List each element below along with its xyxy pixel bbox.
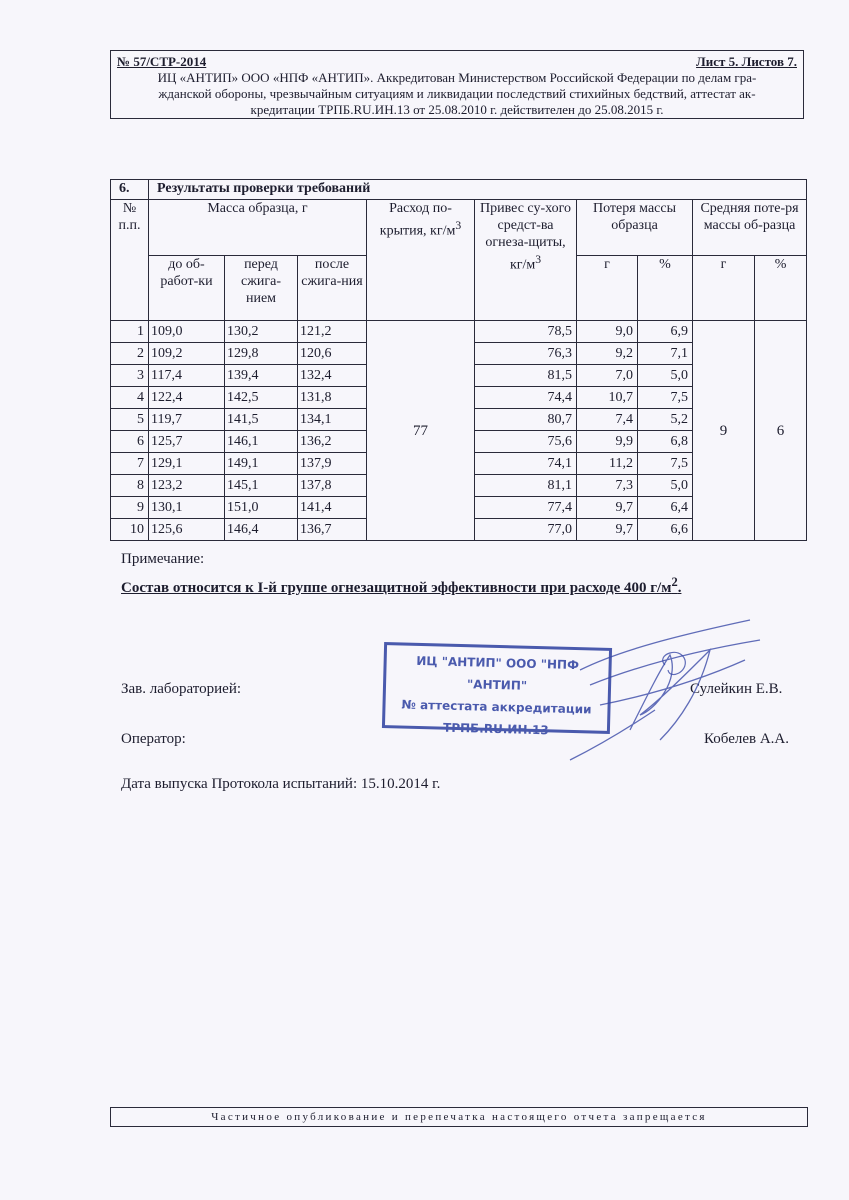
loss-pct: 7,5 — [638, 387, 693, 409]
loss-pct: 6,9 — [638, 321, 693, 343]
loss-g: 9,7 — [577, 519, 638, 541]
mass-before: 129,1 — [149, 453, 225, 475]
row-number: 7 — [111, 453, 149, 475]
mass-before: 109,0 — [149, 321, 225, 343]
handwritten-signature — [560, 610, 770, 770]
dry-gain: 76,3 — [475, 343, 577, 365]
row-number: 3 — [111, 365, 149, 387]
stamp-line-2: № аттестата аккредитации — [401, 697, 592, 717]
loss-g: 7,4 — [577, 409, 638, 431]
dry-gain: 75,6 — [475, 431, 577, 453]
dry-gain: 78,5 — [475, 321, 577, 343]
avg-loss-pct-value: 6 — [755, 321, 807, 541]
loss-g: 9,7 — [577, 497, 638, 519]
loss-pct: 7,5 — [638, 453, 693, 475]
org-line-3: кредитации ТРПБ.RU.ИН.13 от 25.08.2010 г. действителен до 25.08.2015 г. — [250, 102, 664, 117]
stamp-line-3: ТРПБ.RU.ИН.13 — [442, 720, 549, 738]
mass-pre-burn: 129,8 — [225, 343, 298, 365]
mass-before: 125,7 — [149, 431, 225, 453]
mass-before: 125,6 — [149, 519, 225, 541]
loss-g: 10,7 — [577, 387, 638, 409]
mass-pre-burn: 130,2 — [225, 321, 298, 343]
loss-pct: 7,1 — [638, 343, 693, 365]
mass-pre-burn: 139,4 — [225, 365, 298, 387]
dry-gain: 81,1 — [475, 475, 577, 497]
header-top-row — [117, 54, 797, 70]
col-avg-g-header: г — [693, 256, 755, 321]
mass-post-burn: 141,4 — [298, 497, 367, 519]
col-loss-pct-header: % — [638, 256, 693, 321]
consumption-value: 77 — [367, 321, 475, 541]
mass-pre-burn: 149,1 — [225, 453, 298, 475]
row-number: 6 — [111, 431, 149, 453]
results-table-body — [111, 321, 807, 541]
mass-post-burn: 120,6 — [298, 343, 367, 365]
org-line-1: ИЦ «АНТИП» ООО «НПФ «АНТИП». Аккредитован Министерством Российской Федерации по делам гра- — [157, 70, 757, 85]
head-name: Сулейкин Е.В. — [690, 681, 783, 697]
loss-pct: 5,0 — [638, 365, 693, 387]
col-consumption-header: Расход по-крытия, $кг/м^3$ — [367, 200, 475, 321]
footer-notice: Частичное опубликование и перепечатка настоящего отчета запрещается — [110, 1107, 808, 1127]
row-number: 9 — [111, 497, 149, 519]
col-avg-pct-header: % — [755, 256, 807, 321]
head-label: Зав. лабораторией: — [121, 681, 242, 697]
loss-pct: 6,6 — [638, 519, 693, 541]
row-number: 5 — [111, 409, 149, 431]
table-row — [111, 321, 807, 343]
loss-g: 9,0 — [577, 321, 638, 343]
col-avg-loss-header: Средняя поте-ря массы об-разца — [693, 200, 807, 256]
avg-loss-g-value: 9 — [693, 321, 755, 541]
row-number: 4 — [111, 387, 149, 409]
mass-before: 119,7 — [149, 409, 225, 431]
mass-pre-burn: 151,0 — [225, 497, 298, 519]
header-row-1 — [111, 200, 807, 256]
dry-gain: 81,5 — [475, 365, 577, 387]
col-loss-header: Потеря массы образца — [577, 200, 693, 256]
row-number: 10 — [111, 519, 149, 541]
mass-pre-burn: 145,1 — [225, 475, 298, 497]
note-label: Примечание: — [121, 551, 205, 567]
results-table — [110, 179, 807, 541]
dry-gain: 80,7 — [475, 409, 577, 431]
mass-pre-burn: 142,5 — [225, 387, 298, 409]
mass-post-burn: 136,2 — [298, 431, 367, 453]
col-dry-gain-header: Привес су-хого средст-ва огнеза-щиты, $кг/м^3$ — [475, 200, 577, 321]
mass-before: 122,4 — [149, 387, 225, 409]
dry-gain: 77,4 — [475, 497, 577, 519]
dry-gain: 74,1 — [475, 453, 577, 475]
col-mass-pre-burn-header: перед сжига-нием — [225, 256, 298, 321]
doc-number: № 57/СТР-2014 — [117, 54, 207, 69]
issue-date: Дата выпуска Протокола испытаний: 15.10.2014 г. — [121, 776, 441, 792]
loss-g: 11,2 — [577, 453, 638, 475]
loss-pct: 6,8 — [638, 431, 693, 453]
col-mass-header: Масса образца, г — [149, 200, 367, 256]
mass-before: 109,2 — [149, 343, 225, 365]
mass-before: 117,4 — [149, 365, 225, 387]
operator-label: Оператор: — [121, 731, 186, 747]
col-mass-post-burn-header: после сжига-ния — [298, 256, 367, 321]
mass-post-burn: 137,9 — [298, 453, 367, 475]
org-line-2: жданской обороны, чрезвычайным ситуациям и ликвидации последствий стихийных бедствий, аттестат ак- — [158, 86, 756, 101]
loss-pct: 5,2 — [638, 409, 693, 431]
loss-g: 7,3 — [577, 475, 638, 497]
loss-g: 9,2 — [577, 343, 638, 365]
loss-g: 7,0 — [577, 365, 638, 387]
mass-before: 123,2 — [149, 475, 225, 497]
sheet-info: Лист 5. Листов 7. — [696, 54, 797, 69]
document-header — [110, 50, 804, 119]
loss-g: 9,9 — [577, 431, 638, 453]
section-row — [111, 180, 807, 200]
mass-before: 130,1 — [149, 497, 225, 519]
loss-pct: 5,0 — [638, 475, 693, 497]
dry-gain: 77,0 — [475, 519, 577, 541]
dry-gain: 74,4 — [475, 387, 577, 409]
mass-post-burn: 132,4 — [298, 365, 367, 387]
mass-post-burn: 137,8 — [298, 475, 367, 497]
loss-pct: 6,4 — [638, 497, 693, 519]
row-number: 2 — [111, 343, 149, 365]
row-number: 1 — [111, 321, 149, 343]
mass-post-burn: 136,7 — [298, 519, 367, 541]
col-num-header: № п.п. — [111, 200, 149, 321]
stamp-line-1: ИЦ "АНТИП" ООО "НПФ "АНТИП" — [416, 653, 580, 693]
mass-pre-burn: 146,4 — [225, 519, 298, 541]
section-title: Результаты проверки требований — [149, 180, 807, 200]
mass-post-burn: 131,8 — [298, 387, 367, 409]
mass-pre-burn: 146,1 — [225, 431, 298, 453]
row-number: 8 — [111, 475, 149, 497]
mass-post-burn: 121,2 — [298, 321, 367, 343]
mass-post-burn: 134,1 — [298, 409, 367, 431]
operator-name: Кобелев А.А. — [704, 731, 789, 747]
conclusion-text: Состав относится к I-й группе огнезащитной эффективности при расходе 400 $г/м^2$. — [121, 575, 682, 596]
mass-pre-burn: 141,5 — [225, 409, 298, 431]
col-loss-g-header: г — [577, 256, 638, 321]
section-number: 6. — [111, 180, 149, 200]
col-mass-before-header: до об-работ-ки — [149, 256, 225, 321]
